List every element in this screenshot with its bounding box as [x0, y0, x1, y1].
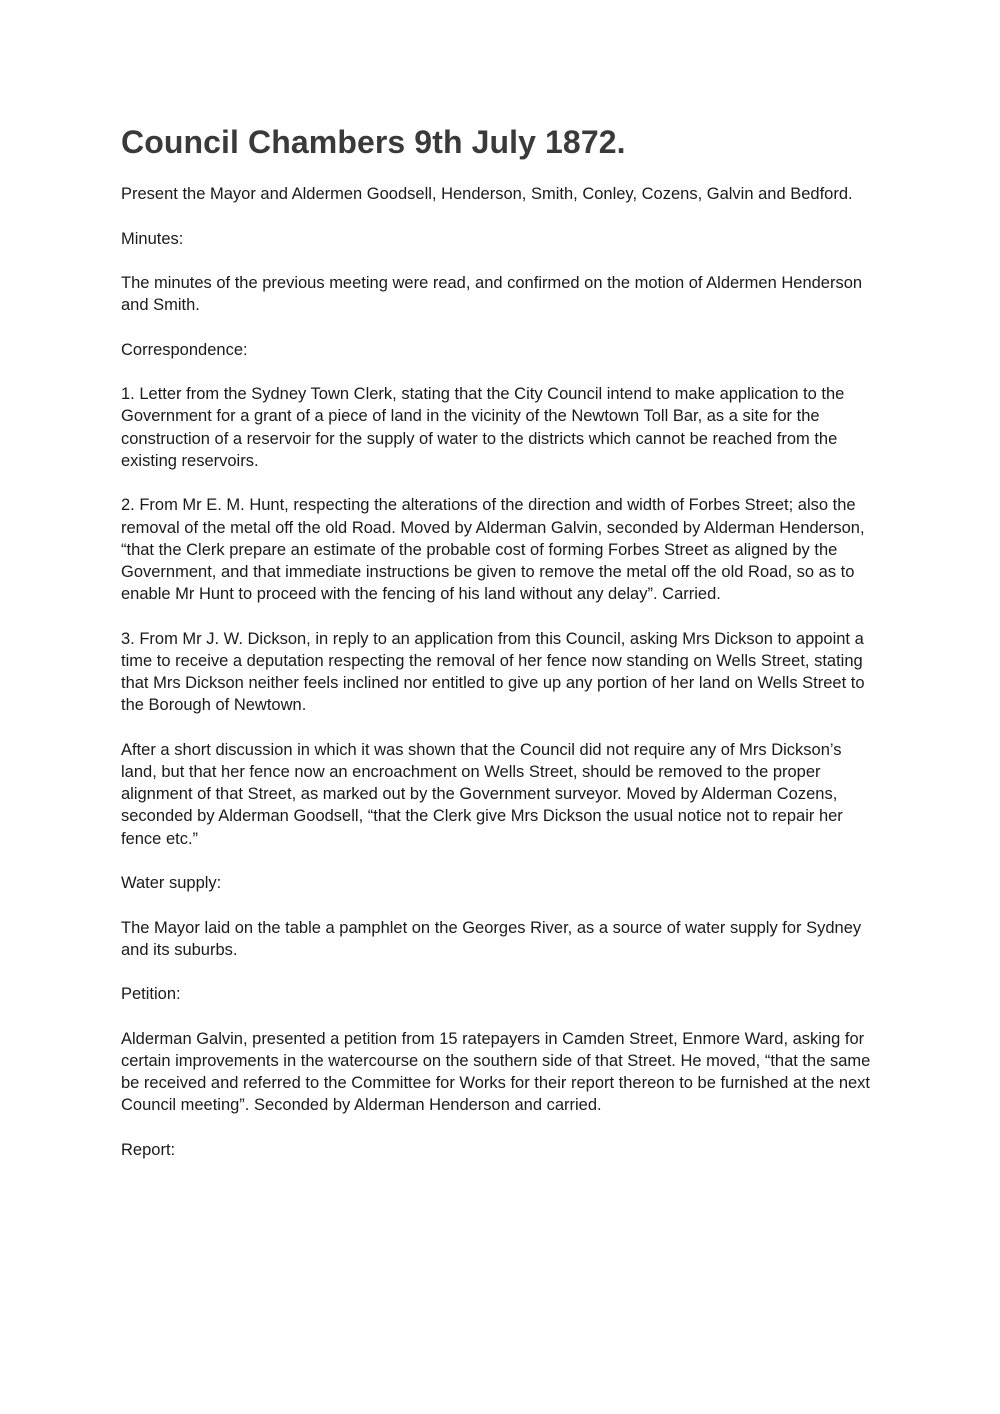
discussion-paragraph: After a short discussion in which it was shown that the Council did not require any of Mrs Dickson’s land, but that her fence now an encroachment on Wells Street, should be removed to the proper alignment of that Street, as marked out by the Government surveyor. Moved by Alderman Cozens, seconded by Alderman Goodsell, “that the Clerk give Mrs Dickson the usual notice not to repair her fence etc.” — [121, 740, 843, 848]
minutes-paragraph: The minutes of the previous meeting were read, and confirmed on the motion of Aldermen Henderson and Smith. — [121, 274, 863, 315]
section-heading-minutes: Minutes: — [121, 229, 184, 248]
attendance-paragraph: Present the Mayor and Aldermen Goodsell, Henderson, Smith, Conley, Cozens, Galvin and Bedford. — [121, 185, 853, 203]
petition-paragraph: Alderman Galvin, presented a petition from 15 ratepayers in Camden Street, Enmore Ward, asking for certain improvements in the watercourse on the southern side of that Street. He moved, “that the same be received and referred to the Committee for Works for their report thereon to be furnished at the next Council meeting”. Seconded by Alderman Henderson and carried. — [121, 1029, 871, 1115]
correspondence-item-2: 2. From Mr E. M. Hunt, respecting the alterations of the direction and width of Forbes Street; also the removal of the metal off the old Road. Moved by Alderman Galvin, seconded by Alderman Henderson, “that the Clerk prepare an estimate of the probable cost of forming Forbes Street as aligned by the Government, and that immediate instructions be given to remove the metal off the old Road, so as to enable Mr Hunt to proceed with the fencing of his land without any delay”. Carried. — [121, 496, 865, 604]
correspondence-item-3: 3. From Mr J. W. Dickson, in reply to an application from this Council, asking Mrs Dickson to appoint a time to receive a deputation respecting the removal of her fence now standing on Wells Street, stating that Mrs Dickson neither feels inclined nor entitled to give up any portion of her land on Wells Street to the Borough of Newtown. — [121, 629, 865, 715]
document-body — [121, 122, 881, 1183]
section-heading-petition: Petition: — [121, 985, 181, 1004]
water-supply-paragraph: The Mayor laid on the table a pamphlet on the Georges River, as a source of water supply for Sydney and its suburbs. — [121, 918, 862, 959]
section-heading-report: Report: — [121, 1140, 176, 1159]
document-title: Council Chambers 9th July 1872. — [121, 124, 626, 160]
section-heading-correspondence: Correspondence: — [121, 340, 248, 359]
section-heading-water-supply: Water supply: — [121, 874, 222, 893]
correspondence-item-1: 1. Letter from the Sydney Town Clerk, stating that the City Council intend to make application to the Government for a grant of a piece of land in the vicinity of the Newtown Toll Bar, as a site for the construction of a reservoir for the supply of water to the districts which cannot be reached from the existing reservoirs. — [121, 385, 845, 470]
